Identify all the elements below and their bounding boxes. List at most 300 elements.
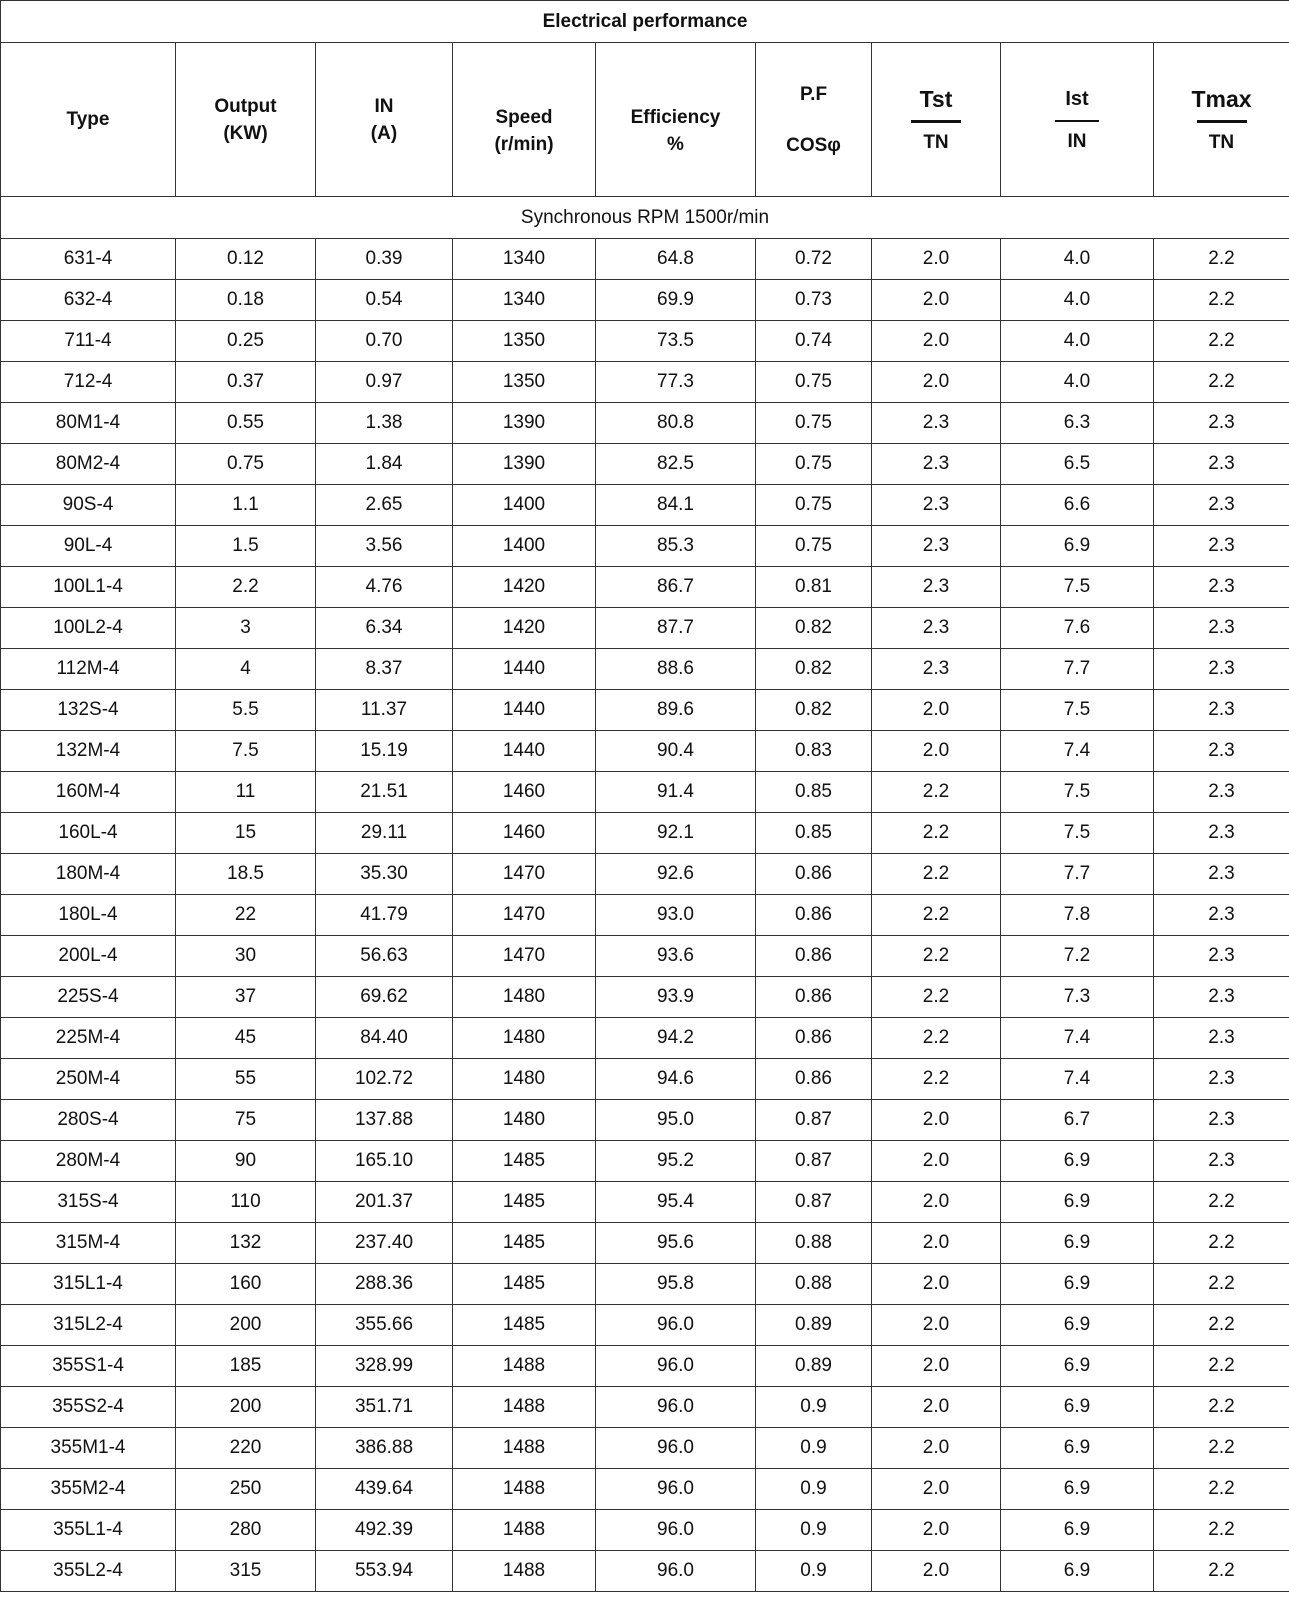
cell-in: 29.11 — [316, 813, 453, 854]
cell-pf: 0.72 — [756, 239, 872, 280]
cell-output: 110 — [176, 1182, 316, 1223]
cell-type: 90S-4 — [1, 485, 176, 526]
cell-ist: 7.5 — [1001, 813, 1154, 854]
cell-type: 200L-4 — [1, 936, 176, 977]
cell-type: 100L2-4 — [1, 608, 176, 649]
cell-ist: 7.4 — [1001, 731, 1154, 772]
table-row — [1, 485, 1289, 526]
cell-tst: 2.0 — [872, 1182, 1001, 1223]
cell-ist: 4.0 — [1001, 362, 1154, 403]
cell-efficiency: 96.0 — [596, 1510, 756, 1551]
cell-output: 5.5 — [176, 690, 316, 731]
cell-efficiency: 73.5 — [596, 321, 756, 362]
cell-ist: 6.9 — [1001, 1182, 1154, 1223]
cell-pf: 0.88 — [756, 1223, 872, 1264]
cell-tst: 2.0 — [872, 1305, 1001, 1346]
cell-type: 160M-4 — [1, 772, 176, 813]
cell-output: 11 — [176, 772, 316, 813]
table-body — [1, 239, 1289, 1592]
cell-ist: 6.6 — [1001, 485, 1154, 526]
cell-pf: 0.9 — [756, 1510, 872, 1551]
table-row — [1, 567, 1289, 608]
cell-speed: 1420 — [453, 608, 596, 649]
cell-output: 200 — [176, 1387, 316, 1428]
tst-numerator: Tst — [919, 85, 953, 112]
cell-pf: 0.86 — [756, 977, 872, 1018]
cell-tmax: 2.3 — [1154, 485, 1289, 526]
table-row — [1, 1469, 1289, 1510]
cell-output: 7.5 — [176, 731, 316, 772]
cell-in: 84.40 — [316, 1018, 453, 1059]
table-row — [1, 526, 1289, 567]
cell-efficiency: 85.3 — [596, 526, 756, 567]
cell-speed: 1400 — [453, 526, 596, 567]
cell-efficiency: 93.6 — [596, 936, 756, 977]
cell-type: 112M-4 — [1, 649, 176, 690]
cell-pf: 0.82 — [756, 690, 872, 731]
cell-pf: 0.75 — [756, 362, 872, 403]
cell-in: 439.64 — [316, 1469, 453, 1510]
header-pf — [756, 43, 872, 197]
cell-tst: 2.2 — [872, 1059, 1001, 1100]
fraction-bar — [1197, 120, 1247, 123]
cell-tst: 2.2 — [872, 977, 1001, 1018]
cell-ist: 4.0 — [1001, 280, 1154, 321]
cell-pf: 0.88 — [756, 1264, 872, 1305]
cell-tmax: 2.3 — [1154, 567, 1289, 608]
cell-in: 21.51 — [316, 772, 453, 813]
cell-tmax: 2.2 — [1154, 1510, 1289, 1551]
cell-pf: 0.9 — [756, 1428, 872, 1469]
cell-pf: 0.81 — [756, 567, 872, 608]
cell-speed: 1390 — [453, 403, 596, 444]
cell-tmax: 2.3 — [1154, 649, 1289, 690]
cell-tst: 2.0 — [872, 690, 1001, 731]
tst-fraction — [911, 84, 961, 155]
table-row — [1, 362, 1289, 403]
cell-tmax: 2.2 — [1154, 1223, 1289, 1264]
table-row — [1, 1223, 1289, 1264]
cell-tst: 2.0 — [872, 1387, 1001, 1428]
cell-tst: 2.2 — [872, 1018, 1001, 1059]
cell-output: 0.18 — [176, 280, 316, 321]
cell-tst: 2.3 — [872, 608, 1001, 649]
cell-tmax: 2.3 — [1154, 526, 1289, 567]
cell-speed: 1485 — [453, 1305, 596, 1346]
cell-in: 35.30 — [316, 854, 453, 895]
header-speed — [453, 43, 596, 197]
cell-efficiency: 96.0 — [596, 1428, 756, 1469]
cell-output: 132 — [176, 1223, 316, 1264]
tmax-fraction — [1191, 84, 1251, 155]
cell-type: 355S1-4 — [1, 1346, 176, 1387]
cell-in: 0.39 — [316, 239, 453, 280]
cell-output: 220 — [176, 1428, 316, 1469]
cell-tmax: 2.2 — [1154, 1346, 1289, 1387]
table-row — [1, 403, 1289, 444]
cell-efficiency: 80.8 — [596, 403, 756, 444]
cell-type: 132M-4 — [1, 731, 176, 772]
cell-tmax: 2.2 — [1154, 239, 1289, 280]
cell-ist: 6.9 — [1001, 1223, 1154, 1264]
cell-speed: 1488 — [453, 1510, 596, 1551]
cell-pf: 0.86 — [756, 854, 872, 895]
cell-ist: 6.7 — [1001, 1100, 1154, 1141]
cell-efficiency: 89.6 — [596, 690, 756, 731]
cell-tst: 2.0 — [872, 239, 1001, 280]
cell-ist: 7.5 — [1001, 772, 1154, 813]
table-row — [1, 772, 1289, 813]
cell-output: 0.25 — [176, 321, 316, 362]
header-tst — [872, 43, 1001, 197]
header-row — [1, 43, 1289, 197]
cell-type: 250M-4 — [1, 1059, 176, 1100]
cell-efficiency: 95.0 — [596, 1100, 756, 1141]
cell-output: 22 — [176, 895, 316, 936]
cell-output: 0.55 — [176, 403, 316, 444]
cell-tmax: 2.3 — [1154, 1100, 1289, 1141]
cell-speed: 1390 — [453, 444, 596, 485]
table-row — [1, 1100, 1289, 1141]
cell-in: 6.34 — [316, 608, 453, 649]
cell-pf: 0.87 — [756, 1100, 872, 1141]
cell-in: 0.54 — [316, 280, 453, 321]
table-row — [1, 1551, 1289, 1592]
cell-efficiency: 96.0 — [596, 1387, 756, 1428]
cell-ist: 6.9 — [1001, 1141, 1154, 1182]
header-type: Type — [1, 43, 176, 197]
cell-output: 0.75 — [176, 444, 316, 485]
cell-tst: 2.0 — [872, 1510, 1001, 1551]
cell-tst: 2.3 — [872, 649, 1001, 690]
ist-numerator: Ist — [1065, 88, 1089, 110]
cell-pf: 0.75 — [756, 526, 872, 567]
cell-pf: 0.9 — [756, 1469, 872, 1510]
cell-tst: 2.0 — [872, 1100, 1001, 1141]
cell-ist: 6.3 — [1001, 403, 1154, 444]
cell-pf: 0.75 — [756, 403, 872, 444]
header-speed-line2: (r/min) — [494, 133, 554, 155]
cell-type: 90L-4 — [1, 526, 176, 567]
header-in-line1: IN — [374, 95, 394, 117]
cell-tst: 2.2 — [872, 895, 1001, 936]
cell-efficiency: 93.0 — [596, 895, 756, 936]
cell-type: 225S-4 — [1, 977, 176, 1018]
cell-tst: 2.0 — [872, 1428, 1001, 1469]
cell-efficiency: 95.6 — [596, 1223, 756, 1264]
cell-pf: 0.86 — [756, 895, 872, 936]
table-row — [1, 854, 1289, 895]
table-title: Electrical performance — [1, 1, 1289, 43]
cell-pf: 0.87 — [756, 1141, 872, 1182]
cell-pf: 0.82 — [756, 649, 872, 690]
cell-speed: 1470 — [453, 936, 596, 977]
cell-efficiency: 95.8 — [596, 1264, 756, 1305]
cell-efficiency: 96.0 — [596, 1305, 756, 1346]
cell-efficiency: 96.0 — [596, 1469, 756, 1510]
cell-tst: 2.2 — [872, 813, 1001, 854]
cell-efficiency: 95.4 — [596, 1182, 756, 1223]
cell-output: 160 — [176, 1264, 316, 1305]
cell-efficiency: 84.1 — [596, 485, 756, 526]
cell-tmax: 2.3 — [1154, 813, 1289, 854]
cell-tst: 2.2 — [872, 772, 1001, 813]
cell-pf: 0.86 — [756, 1059, 872, 1100]
cell-pf: 0.9 — [756, 1387, 872, 1428]
cell-tmax: 2.3 — [1154, 1059, 1289, 1100]
cell-tmax: 2.3 — [1154, 403, 1289, 444]
cell-efficiency: 94.6 — [596, 1059, 756, 1100]
cell-speed: 1350 — [453, 321, 596, 362]
cell-tmax: 2.3 — [1154, 1018, 1289, 1059]
title-row — [1, 1, 1289, 43]
cell-output: 1.1 — [176, 485, 316, 526]
cell-in: 237.40 — [316, 1223, 453, 1264]
cell-in: 8.37 — [316, 649, 453, 690]
cell-ist: 7.5 — [1001, 690, 1154, 731]
header-pf-line2: COSφ — [786, 134, 841, 156]
cell-tmax: 2.3 — [1154, 895, 1289, 936]
cell-tmax: 2.2 — [1154, 1305, 1289, 1346]
cell-ist: 7.4 — [1001, 1059, 1154, 1100]
cell-tmax: 2.2 — [1154, 1182, 1289, 1223]
cell-speed: 1460 — [453, 813, 596, 854]
cell-ist: 6.9 — [1001, 1264, 1154, 1305]
cell-efficiency: 93.9 — [596, 977, 756, 1018]
cell-pf: 0.82 — [756, 608, 872, 649]
cell-ist: 7.3 — [1001, 977, 1154, 1018]
cell-efficiency: 94.2 — [596, 1018, 756, 1059]
header-in-line2: (A) — [370, 122, 398, 144]
header-pf-line1: P.F — [799, 83, 828, 105]
cell-tmax: 2.2 — [1154, 1428, 1289, 1469]
cell-ist: 6.9 — [1001, 1346, 1154, 1387]
cell-output: 15 — [176, 813, 316, 854]
cell-type: 80M2-4 — [1, 444, 176, 485]
cell-pf: 0.75 — [756, 444, 872, 485]
cell-ist: 6.9 — [1001, 1551, 1154, 1592]
cell-in: 386.88 — [316, 1428, 453, 1469]
cell-efficiency: 95.2 — [596, 1141, 756, 1182]
cell-tst: 2.0 — [872, 1223, 1001, 1264]
cell-ist: 6.9 — [1001, 1510, 1154, 1551]
cell-pf: 0.86 — [756, 936, 872, 977]
table-row — [1, 936, 1289, 977]
tst-denominator: TN — [923, 131, 949, 153]
cell-efficiency: 96.0 — [596, 1346, 756, 1387]
cell-tmax: 2.3 — [1154, 731, 1289, 772]
table-row — [1, 239, 1289, 280]
cell-efficiency: 69.9 — [596, 280, 756, 321]
section-row — [1, 197, 1289, 239]
cell-in: 1.38 — [316, 403, 453, 444]
cell-tst: 2.3 — [872, 526, 1001, 567]
table-row — [1, 1346, 1289, 1387]
cell-tst: 2.3 — [872, 567, 1001, 608]
header-efficiency — [596, 43, 756, 197]
cell-pf: 0.75 — [756, 485, 872, 526]
cell-in: 3.56 — [316, 526, 453, 567]
cell-output: 0.37 — [176, 362, 316, 403]
cell-output: 315 — [176, 1551, 316, 1592]
cell-speed: 1488 — [453, 1346, 596, 1387]
cell-speed: 1440 — [453, 649, 596, 690]
cell-type: 225M-4 — [1, 1018, 176, 1059]
cell-tmax: 2.2 — [1154, 280, 1289, 321]
cell-in: 41.79 — [316, 895, 453, 936]
cell-type: 355M2-4 — [1, 1469, 176, 1510]
cell-efficiency: 96.0 — [596, 1551, 756, 1592]
cell-tst: 2.0 — [872, 1469, 1001, 1510]
cell-tst: 2.0 — [872, 1264, 1001, 1305]
cell-output: 200 — [176, 1305, 316, 1346]
cell-efficiency: 92.1 — [596, 813, 756, 854]
cell-tst: 2.2 — [872, 854, 1001, 895]
cell-tmax: 2.3 — [1154, 772, 1289, 813]
cell-output: 185 — [176, 1346, 316, 1387]
cell-type: 355L2-4 — [1, 1551, 176, 1592]
cell-tst: 2.3 — [872, 444, 1001, 485]
table-row — [1, 321, 1289, 362]
cell-in: 492.39 — [316, 1510, 453, 1551]
cell-speed: 1488 — [453, 1428, 596, 1469]
header-output-line2: (KW) — [223, 122, 268, 144]
cell-output: 2.2 — [176, 567, 316, 608]
cell-ist: 7.2 — [1001, 936, 1154, 977]
table-row — [1, 1428, 1289, 1469]
cell-speed: 1480 — [453, 1018, 596, 1059]
cell-in: 288.36 — [316, 1264, 453, 1305]
cell-efficiency: 87.7 — [596, 608, 756, 649]
cell-type: 80M1-4 — [1, 403, 176, 444]
cell-speed: 1420 — [453, 567, 596, 608]
cell-in: 137.88 — [316, 1100, 453, 1141]
cell-ist: 7.7 — [1001, 854, 1154, 895]
cell-ist: 4.0 — [1001, 239, 1154, 280]
cell-type: 632-4 — [1, 280, 176, 321]
cell-tmax: 2.3 — [1154, 444, 1289, 485]
header-efficiency-line1: Efficiency — [630, 106, 721, 128]
cell-type: 355S2-4 — [1, 1387, 176, 1428]
cell-speed: 1480 — [453, 1100, 596, 1141]
cell-ist: 6.9 — [1001, 1428, 1154, 1469]
header-output-line1: Output — [214, 95, 277, 117]
cell-tmax: 2.3 — [1154, 690, 1289, 731]
cell-output: 280 — [176, 1510, 316, 1551]
cell-in: 201.37 — [316, 1182, 453, 1223]
cell-tst: 2.0 — [872, 321, 1001, 362]
cell-output: 1.5 — [176, 526, 316, 567]
cell-ist: 7.5 — [1001, 567, 1154, 608]
cell-type: 180M-4 — [1, 854, 176, 895]
cell-output: 75 — [176, 1100, 316, 1141]
cell-ist: 7.8 — [1001, 895, 1154, 936]
cell-ist: 7.4 — [1001, 1018, 1154, 1059]
cell-speed: 1460 — [453, 772, 596, 813]
table-row — [1, 1387, 1289, 1428]
table-row — [1, 1510, 1289, 1551]
cell-in: 328.99 — [316, 1346, 453, 1387]
tmax-numerator: Tmax — [1191, 85, 1252, 112]
cell-pf: 0.74 — [756, 321, 872, 362]
cell-type: 315L2-4 — [1, 1305, 176, 1346]
cell-tmax: 2.3 — [1154, 608, 1289, 649]
cell-output: 55 — [176, 1059, 316, 1100]
cell-in: 553.94 — [316, 1551, 453, 1592]
cell-type: 280M-4 — [1, 1141, 176, 1182]
cell-speed: 1400 — [453, 485, 596, 526]
cell-in: 165.10 — [316, 1141, 453, 1182]
table-row — [1, 1305, 1289, 1346]
cell-output: 90 — [176, 1141, 316, 1182]
cell-type: 315L1-4 — [1, 1264, 176, 1305]
cell-output: 18.5 — [176, 854, 316, 895]
cell-tmax: 2.3 — [1154, 977, 1289, 1018]
cell-ist: 6.9 — [1001, 1469, 1154, 1510]
cell-speed: 1488 — [453, 1469, 596, 1510]
cell-tst: 2.2 — [872, 936, 1001, 977]
cell-tst: 2.3 — [872, 485, 1001, 526]
cell-speed: 1485 — [453, 1141, 596, 1182]
cell-ist: 6.9 — [1001, 1387, 1154, 1428]
cell-pf: 0.87 — [756, 1182, 872, 1223]
cell-pf: 0.9 — [756, 1551, 872, 1592]
cell-tmax: 2.3 — [1154, 854, 1289, 895]
header-in — [316, 43, 453, 197]
header-output — [176, 43, 316, 197]
cell-tst: 2.3 — [872, 403, 1001, 444]
table-row — [1, 1018, 1289, 1059]
table-row — [1, 649, 1289, 690]
ist-denominator: IN — [1067, 131, 1087, 152]
cell-tst: 2.0 — [872, 280, 1001, 321]
section-label: Synchronous RPM 1500r/min — [1, 197, 1289, 239]
cell-type: 355L1-4 — [1, 1510, 176, 1551]
cell-speed: 1480 — [453, 977, 596, 1018]
cell-type: 132S-4 — [1, 690, 176, 731]
cell-type: 315M-4 — [1, 1223, 176, 1264]
cell-tmax: 2.2 — [1154, 1387, 1289, 1428]
cell-efficiency: 77.3 — [596, 362, 756, 403]
ist-fraction — [1055, 84, 1099, 154]
cell-type: 280S-4 — [1, 1100, 176, 1141]
cell-in: 0.70 — [316, 321, 453, 362]
table-row — [1, 1059, 1289, 1100]
cell-efficiency: 91.4 — [596, 772, 756, 813]
cell-speed: 1485 — [453, 1264, 596, 1305]
cell-in: 2.65 — [316, 485, 453, 526]
cell-efficiency: 86.7 — [596, 567, 756, 608]
fraction-bar — [1055, 120, 1099, 122]
cell-type: 631-4 — [1, 239, 176, 280]
cell-ist: 7.7 — [1001, 649, 1154, 690]
table-row — [1, 690, 1289, 731]
cell-type: 711-4 — [1, 321, 176, 362]
cell-output: 0.12 — [176, 239, 316, 280]
table-row — [1, 1264, 1289, 1305]
tmax-denominator: TN — [1208, 131, 1235, 153]
table-row — [1, 895, 1289, 936]
cell-output: 45 — [176, 1018, 316, 1059]
table-row — [1, 1182, 1289, 1223]
cell-type: 180L-4 — [1, 895, 176, 936]
cell-in: 1.84 — [316, 444, 453, 485]
header-ist — [1001, 43, 1154, 197]
cell-efficiency: 64.8 — [596, 239, 756, 280]
cell-tmax: 2.2 — [1154, 362, 1289, 403]
cell-tmax: 2.3 — [1154, 936, 1289, 977]
cell-speed: 1485 — [453, 1223, 596, 1264]
